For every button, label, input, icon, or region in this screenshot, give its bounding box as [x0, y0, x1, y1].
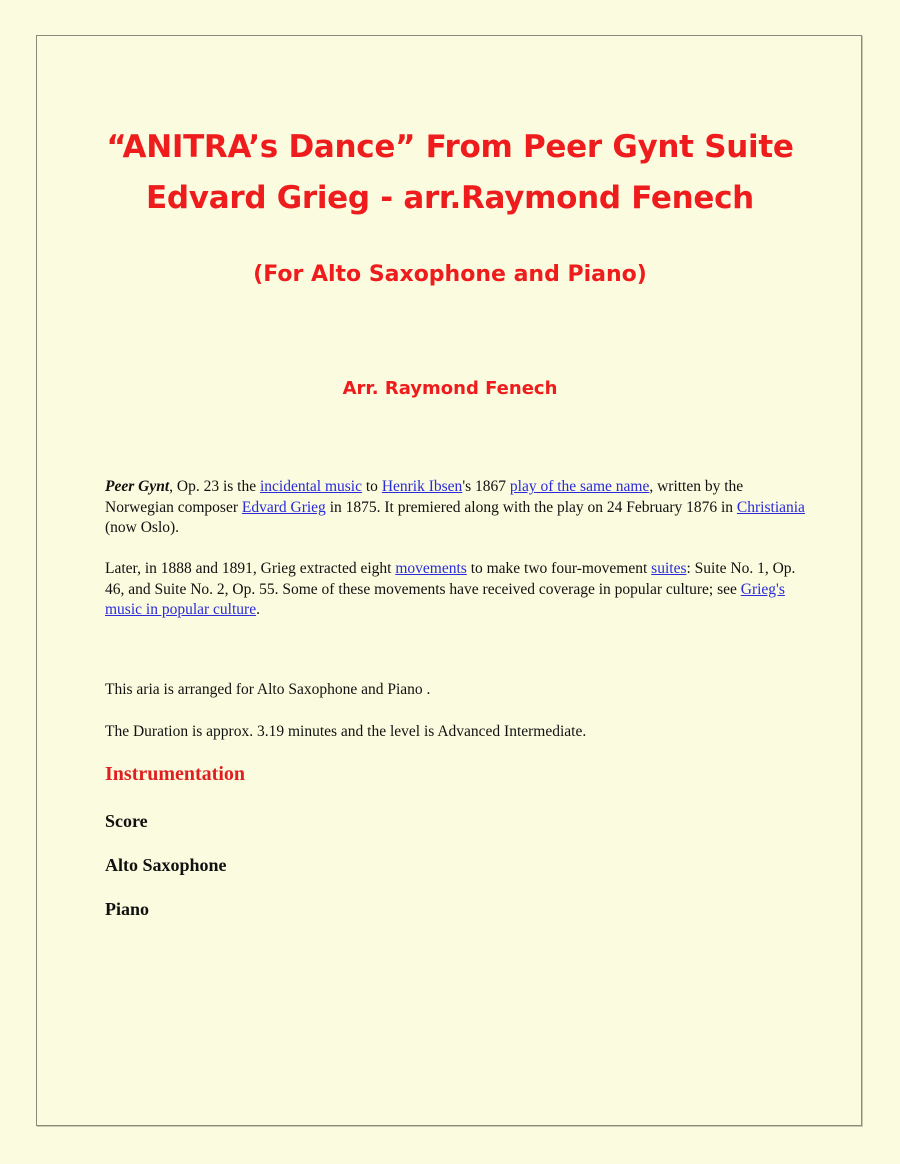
text-span: .: [256, 601, 260, 618]
link-griegs-music-popular-culture[interactable]: Grieg's music in popular culture: [105, 580, 785, 618]
arrangement-note: This aria is arranged for Alto Saxophone and Piano .: [105, 681, 431, 698]
intro-paragraph-2: [105, 559, 805, 621]
instrument-piano: Piano: [105, 899, 150, 919]
text-span: to: [362, 478, 382, 495]
title-line-1: “ANITRA’s Dance” From Peer Gynt Suite: [106, 129, 794, 165]
instrument-score: Score: [105, 811, 148, 831]
work-title: Peer Gynt: [105, 478, 170, 495]
link-edvard-grieg[interactable]: Edvard Grieg: [241, 498, 326, 516]
link-movements[interactable]: movements: [395, 560, 467, 577]
text-span: , written by the Norwegian composer: [105, 478, 744, 516]
link-suites[interactable]: suites: [651, 560, 687, 577]
intro-paragraph-1: [105, 477, 805, 539]
text-span: 's 1867: [462, 478, 510, 495]
duration-note: The Duration is approx. 3.19 minutes and the level is Advanced Intermediate.: [105, 723, 587, 740]
instrumentation-heading: Instrumentation: [105, 763, 246, 785]
arranger-credit: Arr. Raymond Fenech: [342, 378, 558, 399]
subtitle: (For Alto Saxophone and Piano): [253, 262, 647, 287]
text-span: in 1875. It premiered along with the play on 24 February 1876 in: [325, 498, 737, 516]
title-line-2: Edvard Grieg - arr.Raymond Fenech: [146, 180, 754, 216]
link-henrik-ibsen[interactable]: Henrik Ibsen: [381, 478, 463, 495]
link-christiania[interactable]: Christiania: [736, 498, 805, 516]
link-incidental-music[interactable]: incidental music: [259, 478, 362, 495]
text-span: Later, in 1888 and 1891, Grieg extracted eight: [105, 560, 396, 577]
text-span: : Suite No. 1, Op. 46, and Suite No. 2, Op. 55. Some of these movements have received coverage in popular culture; see: [105, 560, 796, 598]
instrument-alto-saxophone: Alto Saxophone: [105, 855, 227, 875]
text-span: (now Oslo).: [105, 519, 180, 536]
text-span: to make two four-movement: [466, 560, 652, 577]
link-play-of-same-name[interactable]: play of the same name: [509, 478, 650, 495]
text-span: , Op. 23 is the: [169, 478, 260, 495]
